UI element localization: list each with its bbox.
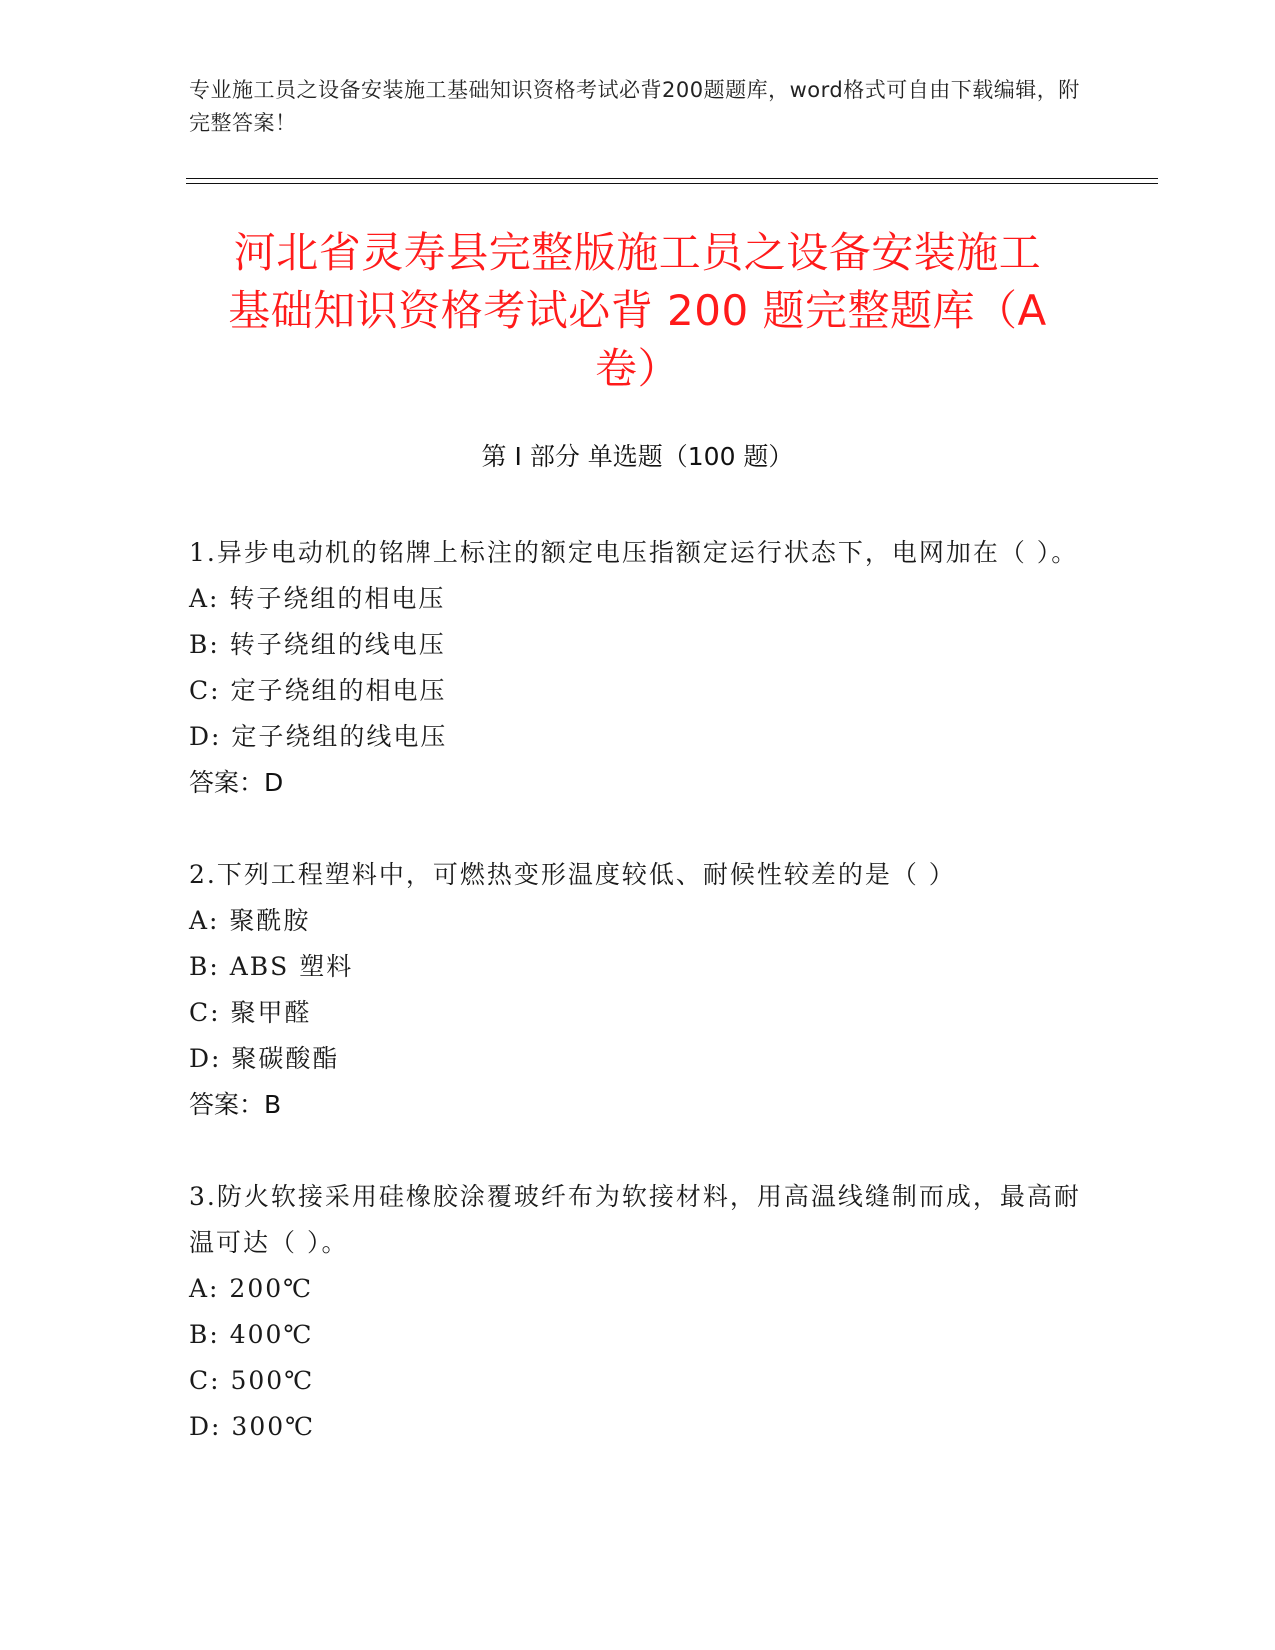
- option-a: A: 200℃: [189, 1274, 314, 1303]
- document-title-line-3: 卷）: [594, 344, 680, 393]
- document-title: [160, 224, 1115, 398]
- question-stem: 2.下列工程塑料中，可燃热变形温度较低、耐候性较差的是（ ）: [189, 860, 956, 889]
- header-note: 专业施工员之设备安装施工基础知识资格考试必背200题题库，word格式可自由下载编辑，附完整答案！: [189, 78, 1080, 135]
- header-divider-thin: [186, 183, 1158, 184]
- question-stem: 1.异步电动机的铭牌上标注的额定电压指额定运行状态下，电网加在（ ）。: [189, 538, 1079, 567]
- question-list: [189, 530, 1089, 1496]
- option-b: B: 400℃: [189, 1320, 314, 1349]
- header-divider-thick: [186, 178, 1158, 179]
- option-b: B: ABS 塑料: [189, 952, 354, 981]
- question-item: [189, 1174, 1089, 1450]
- option-d: D: 定子绕组的线电压: [189, 722, 448, 751]
- option-d: D: 300℃: [189, 1412, 316, 1441]
- option-a: A: 转子绕组的相电压: [189, 584, 446, 613]
- option-b: B: 转子绕组的线电压: [189, 630, 446, 659]
- option-c: C: 定子绕组的相电压: [189, 676, 447, 705]
- question-item: [189, 530, 1089, 806]
- option-a: A: 聚酰胺: [189, 906, 311, 935]
- option-c: C: 聚甲醛: [189, 998, 312, 1027]
- document-title-line-1: 河北省灵寿县完整版施工员之设备安装施工: [233, 228, 1042, 277]
- document-title-line-2: 基础知识资格考试必背 200 题完整题库（A: [228, 286, 1047, 335]
- option-d: D: 聚碳酸酯: [189, 1044, 340, 1073]
- section-title: 第 I 部分 单选题（100 题）: [481, 442, 794, 471]
- answer-line: 答案：B: [189, 1090, 282, 1119]
- answer-line: 答案：D: [189, 768, 284, 797]
- option-c: C: 500℃: [189, 1366, 315, 1395]
- question-stem: 3.防火软接采用硅橡胶涂覆玻纤布为软接材料，用高温线缝制而成，最高耐温可达（ ）。: [189, 1182, 1081, 1257]
- question-item: [189, 852, 1089, 1128]
